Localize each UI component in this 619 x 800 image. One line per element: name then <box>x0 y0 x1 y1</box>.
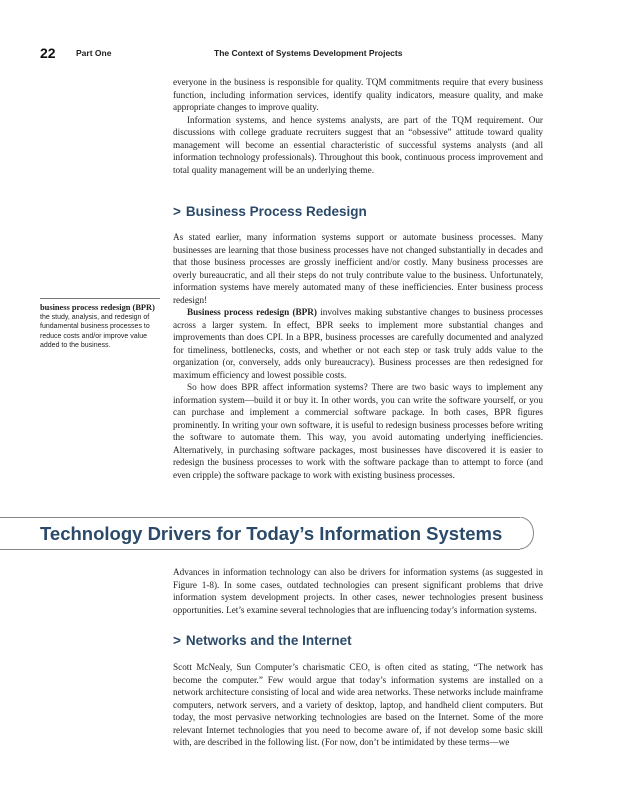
section-heading-networks <box>173 633 352 648</box>
networks-text <box>173 661 543 749</box>
running-title: The Context of Systems Development Projects <box>214 48 403 58</box>
intro-paragraph-1: everyone in the business is responsible for quality. TQM commitments require that every business function, including information services, identify quality indicators, measure quality, and make appropriate changes to improve quality. <box>173 77 543 112</box>
heading-marker: > <box>173 633 181 648</box>
page-number: 22 <box>40 45 56 61</box>
bpr-paragraph-1: As stated earlier, many information systems support or automate business processes. Many businesses are learning that those business processes have not changed substantially in decades and that those business processes are grossly inefficient and/or costly. Many business processes are overly bureaucratic, and all their steps do not truly contribute value to the business. Unfortunately, information systems have merely automated many of these inefficiencies. Enter business process redesign! <box>173 232 543 305</box>
banner-rule-top <box>0 517 520 518</box>
margin-term: business process redesign (BPR) <box>40 303 155 312</box>
margin-definition-text: the study, analysis, and redesign of fundamental business processes to reduce costs and/or improve value added to the business. <box>40 314 150 349</box>
margin-divider <box>40 298 160 299</box>
intro-paragraph-2: Information systems, and hence systems analysts, are part of the TQM requirement. Our discussions with college graduate recruiters suggest that an “obsessive” attitude toward quality management will become an essential characteristic of successful systems analysts (and all information technology professionals). Throughout this book, continuous process improvement and total quality management will be an underlying theme. <box>173 114 543 175</box>
bpr-text <box>173 231 543 481</box>
page-header <box>40 45 590 62</box>
bpr-paragraph-3: So how does BPR affect information systems? There are two basic ways to implement any information system—build it or buy it. In other words, you can write the software yourself, or you can purchase and implement a commercial software package. In both cases, BPR figures prominently. In writing your own software, it is useful to redesign business processes before writing the software to automate them. This way, you avoid automating underlying inefficiencies. Alternatively, in purchasing software packages, most businesses have discovered it is easier to redesign the business processes to work with the software package than to attempt to force (and even cripple) the software package to work with existing business processes. <box>173 382 543 480</box>
section-heading-bpr <box>173 204 367 219</box>
chapter-section-title: Technology Drivers for Today’s Information Systems <box>40 523 503 544</box>
networks-paragraph: Scott McNealy, Sun Computer’s charismatic CEO, is often cited as stating, “The network has become the computer.” Few would argue that today’s information systems are installed on a network architecture consisting of local and wide area networks. These networks include mainframe computers, network servers, and a variety of desktop, laptop, and handheld client computers. But today, the most pervasive networking technologies are based on the Internet. Some of the more relevant Internet technologies that you need to become aware of, if not develop some basic skill with, are described in the following list. (For now, don’t be intimidated by these terms—we <box>173 662 543 747</box>
drivers-text <box>173 566 543 616</box>
section-title: Business Process Redesign <box>185 204 367 219</box>
heading-marker: > <box>173 204 181 219</box>
section-title: Networks and the Internet <box>185 633 352 648</box>
bpr-paragraph-2: Business process redesign (BPR) involves making substantive changes to business processes across a larger system. In effect, BPR seeks to implement more substantial changes and improvements than does CPI. In a BPR, business processes are carefully documented and analyzed for timeliness, bottlenecks, costs, and whether or not each step or task truly adds value to the organization (or, conversely, adds only bureaucracy). Business processes are then redesigned for maximum efficiency and lowest possible costs. <box>173 307 543 380</box>
part-label: Part One <box>76 48 112 58</box>
banner-rule-bottom <box>0 549 520 550</box>
intro-text <box>173 76 543 176</box>
bpr-lead-term: Business process redesign (BPR) <box>187 307 317 317</box>
drivers-paragraph: Advances in information technology can also be drivers for information systems (as suggested in Figure 1-8). In some cases, outdated technologies can present significant problems that drive information system development projects. In other cases, newer technologies present business opportunities. Let’s examine several technologies that are influencing today’s information systems. <box>173 567 543 615</box>
margin-definition <box>40 303 158 350</box>
